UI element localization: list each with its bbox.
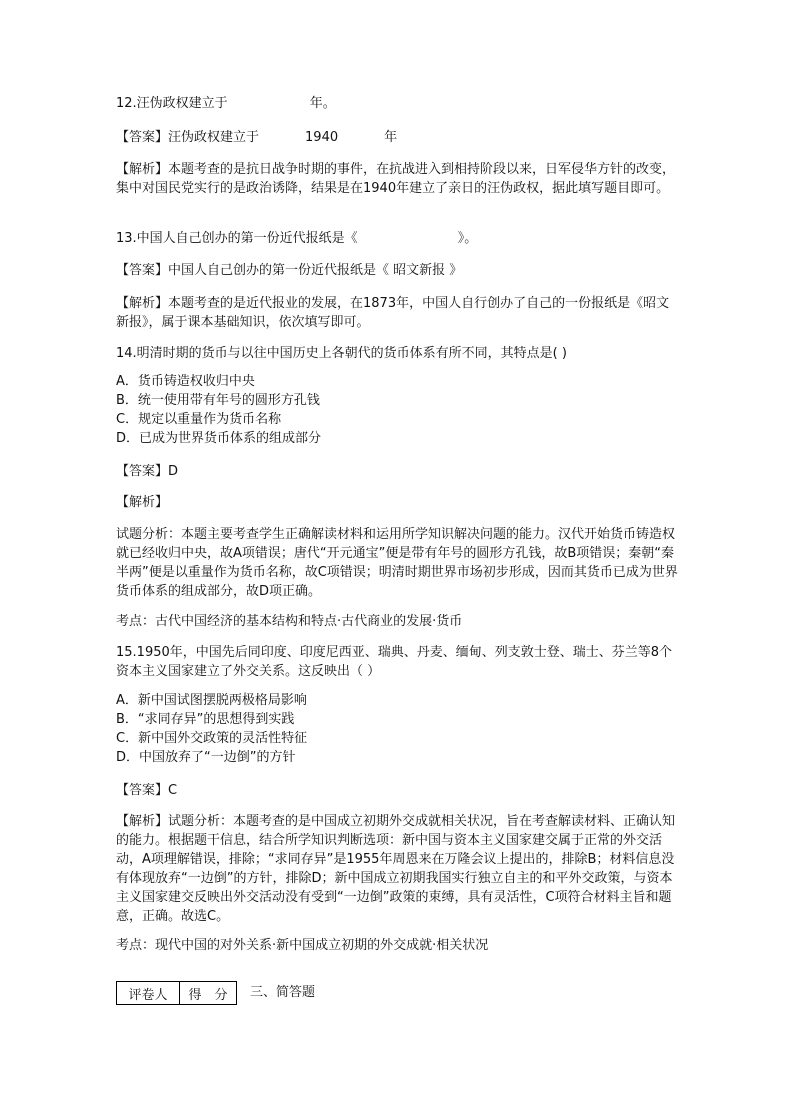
q14-analysis-label: 【解析】 (116, 495, 169, 510)
q13-question (116, 229, 682, 248)
q14-option-d: D．已成为世界货币体系的组成部分 (116, 431, 322, 446)
q12-question-text-b: 年。 (309, 96, 336, 111)
q12-answer-text-b: 年 (384, 130, 398, 145)
section-title: 三、简答题 (250, 985, 316, 1000)
q13-question-text-a: 13.中国人自己创办的第一份近代报纸是《 (116, 231, 358, 246)
score-box (116, 981, 237, 1005)
q15-analysis: 【解析】试题分析：本题考查的是中国成立初期外交成就相关状况，旨在考查解读材料、正确认知的能力。根据题干信息，结合所学知识判断选项：新中国与资本主义国家建交属于正常的外交活动，A项理解错误，排除；“求同存异”是1955年周恩来在万隆会议上提出的，排除B；材料信息没有体现放弃“一边倒”的方针，排除D；新中国成立初期我国实行独立自主的和平外交政策，与资本主义国家建交反映出外交活动没有受到“一边倒”政策的束缚，具有灵活性，C项符合材料主旨和题意，正确。故选C。 (116, 814, 676, 924)
q14-option-c: C．规定以重量作为货币名称 (116, 412, 282, 427)
q13-answer (116, 261, 682, 280)
q15-question: 15.1950年，中国先后同印度、印度尼西亚、瑞典、丹麦、缅甸、列支敦士登、瑞士、芬兰等8个资本主义国家建立了外交关系。这反映出（ ） (116, 645, 673, 679)
q15-point: 考点：现代中国的对外关系·新中国成立初期的外交成就·相关状况 (116, 938, 489, 953)
q15-option-d: D．中国放弃了“一边倒”的方针 (116, 750, 296, 765)
q14-option-b: B．统一使用带有年号的圆形方孔钱 (116, 393, 320, 408)
q12-question (116, 94, 682, 113)
reviewer-cell: 评卷人 (117, 982, 180, 1005)
q12-question-text-a: 12.汪伪政权建立于 (116, 96, 228, 111)
q12-analysis: 【解析】本题考查的是抗日战争时期的事件，在抗战进入到相持阶段以来，日军侵华方针的改变，集中对国民党实行的是政治诱降，结果是在1940年建立了亲日的汪伪政权，据此填写题目即可。 (116, 162, 676, 196)
q13-question-text-b: 》。 (457, 231, 478, 246)
q14-question: 14.明清时期的货币与以往中国历史上各朝代的货币体系有所不同，其特点是( ) (116, 346, 567, 361)
q14-answer: 【答案】D (116, 464, 179, 479)
q13-answer-text: 中国人自己创办的第一份近代报纸是《 昭文新报 》 (168, 263, 463, 278)
q13-answer-label: 【答案】 (116, 263, 169, 278)
q14-analysis: 试题分析：本题主要考查学生正确解读材料和运用所学知识解决问题的能力。汉代开始货币铸造权就已经收归中央，故A项错误；唐代“开元通宝”便是带有年号的圆形方孔钱，故B项错误；秦朝“秦半两”便是以重量作为货币名称，故C项错误；明清时期世界市场初步形成，因而其货币已成为世界货币体系的组成部分，故D项正确。 (116, 527, 678, 599)
score-cell: 得 分 (180, 982, 237, 1005)
q15-answer: 【答案】C (116, 783, 178, 798)
q15-options (116, 691, 682, 767)
q14-point: 考点：古代中国经济的基本结构和特点·古代商业的发展·货币 (116, 614, 463, 629)
q15-option-a: A．新中国试图摆脱两极格局影响 (116, 693, 307, 708)
q14-option-a: A．货币铸造权收归中央 (116, 374, 255, 389)
q12-answer-text-a: 汪伪政权建立于 (168, 130, 260, 145)
q15-option-c: C．新中国外交政策的灵活性特征 (116, 731, 308, 746)
q15-option-b: B．“求同存异”的思想得到实践 (116, 712, 295, 727)
q14-options (116, 372, 682, 448)
q12-answer (116, 128, 682, 147)
q12-answer-label: 【答案】 (116, 130, 169, 145)
q13-analysis: 【解析】本题考查的是近代报业的发展，在1873年，中国人自行创办了自己的一份报纸是《昭文新报》，属于课本基础知识，依次填写即可。 (116, 296, 670, 330)
q12-answer-value: 1940 (305, 130, 339, 145)
